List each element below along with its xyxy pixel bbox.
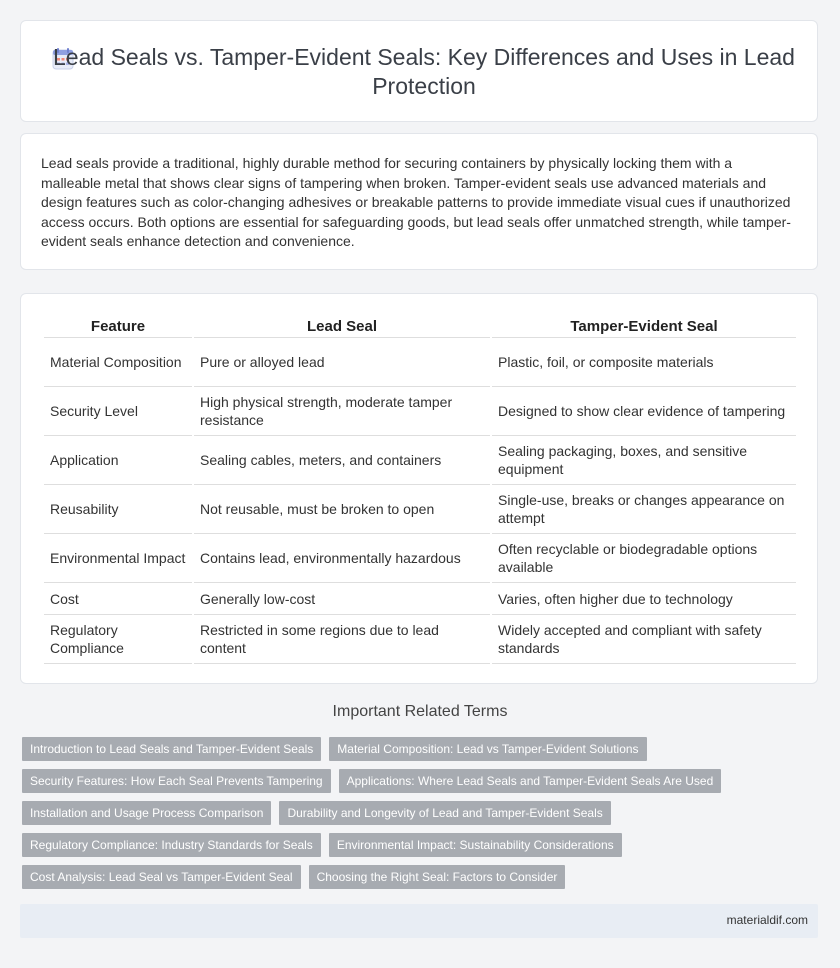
related-term-tag[interactable]: Material Composition: Lead vs Tamper-Evident Solutions — [329, 737, 646, 761]
table-row — [44, 615, 796, 664]
table-cell: High physical strength, moderate tamper resistance — [194, 387, 490, 436]
table-cell: Pure or alloyed lead — [194, 338, 490, 387]
comparison-table — [42, 315, 798, 664]
table-cell: Often recyclable or biodegradable options available — [492, 534, 796, 583]
column-header-lead-seal: Lead Seal — [194, 315, 490, 338]
footer-bar — [20, 904, 818, 938]
related-terms-list — [22, 737, 802, 897]
table-cell: Reusability — [44, 485, 192, 534]
related-term-tag[interactable]: Introduction to Lead Seals and Tamper-Evident Seals — [22, 737, 321, 761]
table-cell: Regulatory Compliance — [44, 615, 192, 664]
table-cell: Contains lead, environmentally hazardous — [194, 534, 490, 583]
table-cell: Sealing cables, meters, and containers — [194, 436, 490, 485]
related-term-tag[interactable]: Applications: Where Lead Seals and Tamper-Evident Seals Are Used — [339, 769, 722, 793]
table-row — [44, 436, 796, 485]
table-header-row — [44, 315, 796, 338]
table-cell: Cost — [44, 583, 192, 615]
table-row — [44, 583, 796, 615]
table-cell: Restricted in some regions due to lead content — [194, 615, 490, 664]
table-cell: Generally low-cost — [194, 583, 490, 615]
related-terms-heading: Important Related Terms — [332, 703, 508, 720]
table-cell: Varies, often higher due to technology — [492, 583, 796, 615]
related-term-tag[interactable]: Installation and Usage Process Comparison — [22, 801, 271, 825]
table-cell: Environmental Impact — [44, 534, 192, 583]
table-cell: Single-use, breaks or changes appearance on attempt — [492, 485, 796, 534]
site-credit[interactable]: materialdif.com — [726, 913, 808, 927]
comparison-card — [20, 293, 818, 684]
related-term-tag[interactable]: Durability and Longevity of Lead and Tamper-Evident Seals — [279, 801, 610, 825]
related-term-tag[interactable]: Environmental Impact: Sustainability Considerations — [329, 833, 622, 857]
table-cell: Material Composition — [44, 338, 192, 387]
table-cell: Sealing packaging, boxes, and sensitive equipment — [492, 436, 796, 485]
table-cell: Application — [44, 436, 192, 485]
table-cell: Widely accepted and compliant with safety standards — [492, 615, 796, 664]
header-card — [20, 20, 818, 122]
related-term-tag[interactable]: Choosing the Right Seal: Factors to Consider — [309, 865, 566, 889]
related-term-tag[interactable]: Regulatory Compliance: Industry Standards for Seals — [22, 833, 321, 857]
intro-paragraph: Lead seals provide a traditional, highly durable method for securing containers by physically locking them with a malleable metal that shows clear signs of tampering when broken. Tamper-evident seals use advanced materials and design features such as color-changing adhesives or breakable patterns to provide immediate visual cues if unauthorized access occurs. Both options are essential for safeguarding goods, but lead seals offer unmatched strength, while tamper-evident seals enhance detection and convenience. — [41, 155, 791, 250]
intro-card — [20, 133, 818, 270]
table-cell: Plastic, foil, or composite materials — [492, 338, 796, 387]
table-cell: Designed to show clear evidence of tampering — [492, 387, 796, 436]
table-row — [44, 338, 796, 387]
related-term-tag[interactable]: Security Features: How Each Seal Prevents Tampering — [22, 769, 331, 793]
column-header-tamper-evident-seal: Tamper-Evident Seal — [492, 315, 796, 338]
table-row — [44, 485, 796, 534]
page-title: Lead Seals vs. Tamper-Evident Seals: Key Differences and Uses in Lead Protection — [53, 44, 795, 99]
column-header-feature: Feature — [44, 315, 192, 338]
table-cell: Security Level — [44, 387, 192, 436]
related-term-tag[interactable]: Cost Analysis: Lead Seal vs Tamper-Evident Seal — [22, 865, 301, 889]
table-row — [44, 387, 796, 436]
table-row — [44, 534, 796, 583]
table-cell: Not reusable, must be broken to open — [194, 485, 490, 534]
